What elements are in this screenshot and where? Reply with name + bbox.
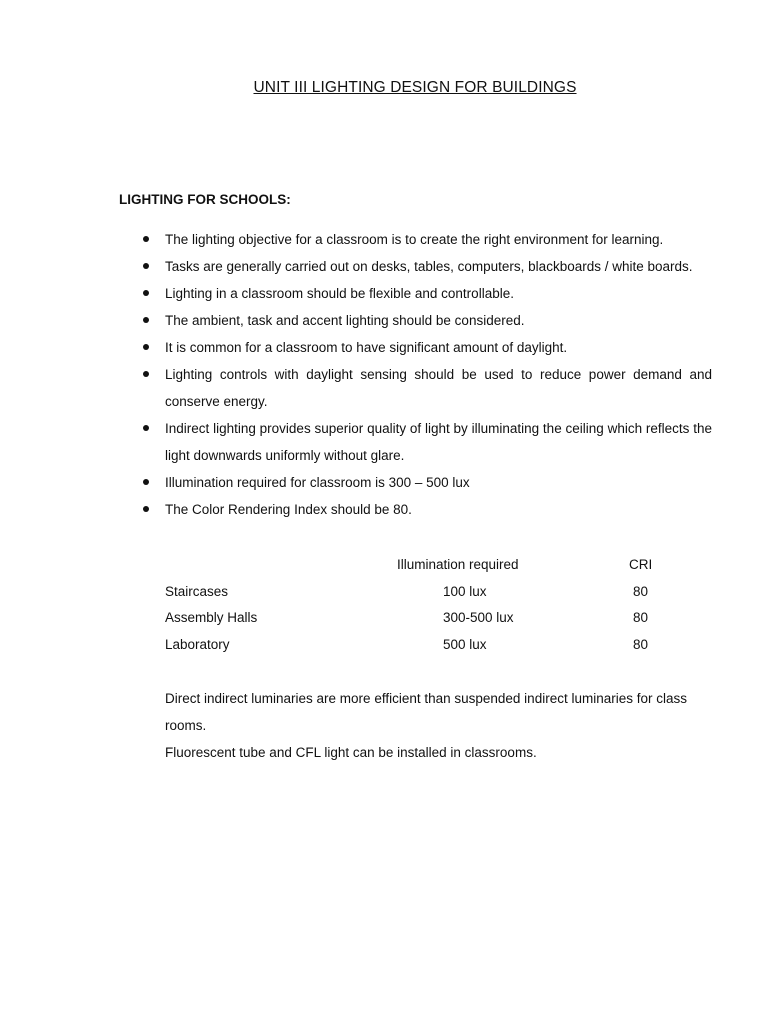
list-item [165, 496, 712, 523]
bullet-list [165, 226, 712, 523]
note-paragraph: Fluorescent tube and CFL light can be installed in classrooms. [165, 745, 537, 760]
bullet-text: It is common for a classroom to have significant amount of daylight. [165, 340, 568, 355]
bullet-icon [143, 344, 149, 350]
illumination-table [165, 552, 665, 659]
bullet-text: Lighting controls with daylight sensing should be used to reduce power demand and conserve energy. [165, 367, 712, 409]
note-paragraph: Direct indirect luminaries are more efficient than suspended indirect luminaries for class rooms. [165, 691, 687, 733]
cell-illumination: 100 lux [443, 583, 487, 599]
bullet-text: The Color Rendering Index should be 80. [165, 502, 412, 517]
bullet-icon [143, 263, 149, 269]
bullet-icon [143, 317, 149, 323]
bullet-icon [143, 236, 149, 242]
table-row [165, 605, 665, 632]
cell-illumination: 500 lux [443, 637, 487, 653]
bullet-text: The lighting objective for a classroom is to create the right environment for learning. [165, 232, 664, 247]
list-item [165, 226, 712, 253]
list-item [165, 307, 712, 334]
bullet-text: Illumination required for classroom is 300 – 500 lux [165, 475, 470, 490]
list-item [165, 415, 712, 469]
list-item [165, 253, 712, 280]
table-row [165, 579, 665, 606]
bullet-icon [143, 371, 149, 377]
bullet-text: Lighting in a classroom should be flexible and controllable. [165, 286, 514, 301]
cell-cri: 80 [633, 583, 649, 599]
list-item [165, 361, 712, 415]
table-row [165, 632, 665, 659]
cell-cri: 80 [633, 610, 649, 626]
cell-space: Staircases [165, 583, 229, 599]
list-item [165, 334, 712, 361]
header-illumination: Illumination required [397, 557, 519, 572]
cell-illumination: 300-500 lux [443, 610, 514, 626]
bullet-text: Indirect lighting provides superior quality of light by illuminating the ceiling which reflects the light downwards uniformly without glare. [165, 421, 712, 463]
bullet-icon [143, 290, 149, 296]
bullet-text: The ambient, task and accent lighting should be considered. [165, 313, 525, 328]
table-header-row [165, 552, 665, 579]
bullet-text: Tasks are generally carried out on desks, tables, computers, blackboards / white boards. [165, 259, 693, 274]
header-cri: CRI [629, 557, 653, 572]
notes [165, 685, 715, 766]
list-item [165, 469, 712, 496]
bullet-icon [143, 425, 149, 431]
cell-space: Laboratory [165, 637, 230, 653]
cell-cri: 80 [633, 637, 649, 653]
bullet-icon [143, 506, 149, 512]
cell-space: Assembly Halls [165, 610, 258, 626]
list-item [165, 280, 712, 307]
bullet-icon [143, 479, 149, 485]
page-title: UNIT III LIGHTING DESIGN FOR BUILDINGS [253, 79, 577, 96]
section-heading: LIGHTING FOR SCHOOLS: [119, 192, 291, 207]
